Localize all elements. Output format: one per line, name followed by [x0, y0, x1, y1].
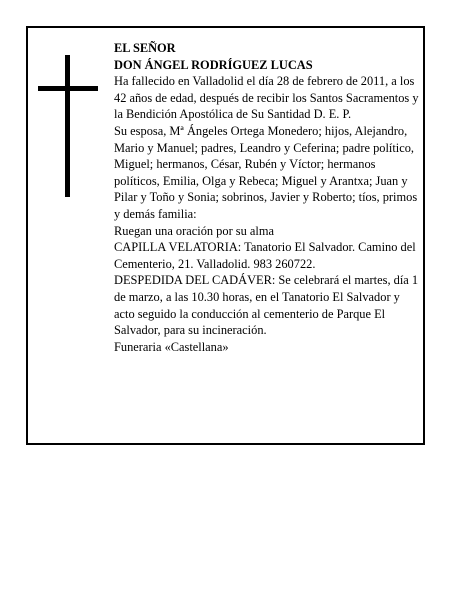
family-paragraph: Su esposa, Mª Ángeles Ortega Monedero; hijos, Alejandro, Mario y Manuel; padres, Leandro y Ceferina; padre político, Miguel; hermanos, César, Rubén y Víctor; hermanos políticos, Emilia, Olga y Rebeca; Miguel y Arantxa; Juan y Pilar y Toño y Sonia; sobrinos, Javier y Roberto; tíos, primos y demás familia:: [114, 123, 418, 221]
farewell-paragraph: DESPEDIDA DEL CADÁVER: Se celebrará el martes, día 1 de marzo, a las 10.30 horas, en el Tanatorio El Salvador y acto seguido la conducción al cementerio de Parque El Salvador, para su incineración.: [114, 273, 419, 338]
cross-horizontal-bar: [38, 86, 98, 91]
obituary-text-block: [114, 40, 420, 355]
title-line-1: EL SEÑOR: [114, 41, 176, 55]
prayer-request: Ruegan una oración por su alma: [114, 223, 274, 238]
title-line-2: DON ÁNGEL RODRÍGUEZ LUCAS: [114, 57, 313, 72]
funeral-home: Funeraria «Castellana»: [114, 339, 229, 354]
cross-vertical-bar: [65, 55, 70, 197]
latin-cross-icon: [38, 55, 98, 197]
chapel-paragraph: CAPILLA VELATORIA: Tanatorio El Salvador. Camino del Cementerio, 21. Valladolid. 983 260722.: [114, 240, 416, 271]
announcement-paragraph: Ha fallecido en Valladolid el día 28 de febrero de 2011, a los 42 años de edad, después de recibir los Santos Sacramentos y la Bendición Apostólica de Su Santidad D. E. P.: [114, 74, 419, 122]
